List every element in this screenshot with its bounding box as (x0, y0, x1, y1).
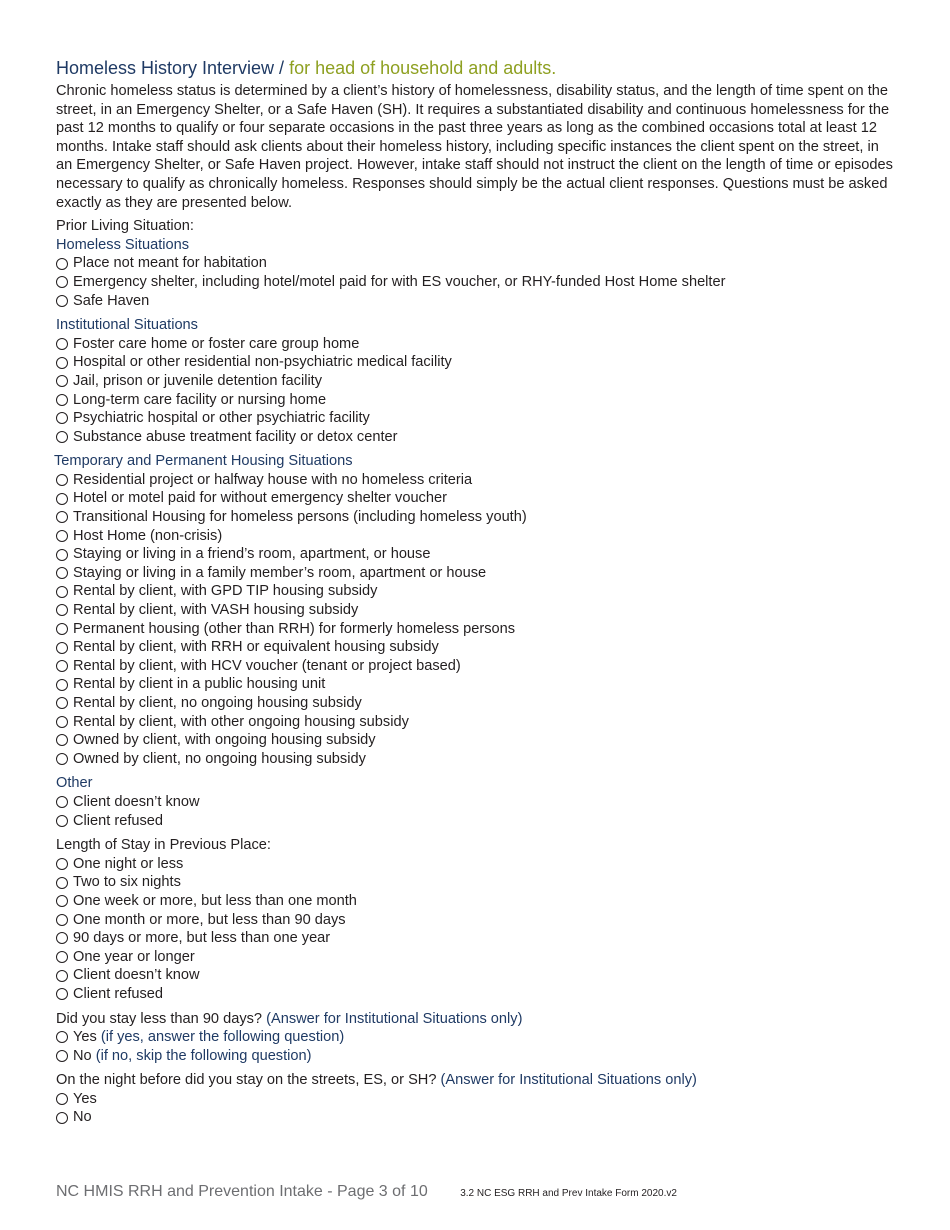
radio-button-icon[interactable] (56, 431, 68, 443)
radio-button-icon[interactable] (56, 357, 68, 369)
radio-button-icon[interactable] (56, 567, 68, 579)
housing-option[interactable] (56, 731, 896, 750)
institutional-situations-group (56, 335, 896, 447)
radio-button-icon[interactable] (56, 258, 68, 270)
housing-option[interactable] (56, 564, 896, 583)
institutional-situations-heading: Institutional Situations (56, 317, 198, 334)
institutional-option-label: Psychiatric hospital or other psychiatric facility (73, 410, 370, 427)
institutional-option[interactable] (56, 335, 896, 354)
housing-option[interactable] (56, 582, 896, 601)
homeless-situations-group (56, 254, 896, 310)
homeless-option[interactable] (56, 254, 896, 273)
housing-situations-group (56, 471, 896, 769)
radio-button-icon[interactable] (56, 951, 68, 963)
form-page (56, 56, 896, 1127)
housing-option[interactable] (56, 620, 896, 639)
qnight-yes-label: Yes (73, 1090, 97, 1107)
length-option[interactable] (56, 985, 896, 1004)
length-option[interactable] (56, 911, 896, 930)
radio-button-icon[interactable] (56, 753, 68, 765)
length-option[interactable] (56, 929, 896, 948)
housing-option-label: Rental by client in a public housing unit (73, 676, 326, 693)
housing-option[interactable] (56, 471, 896, 490)
other-option[interactable] (56, 793, 896, 812)
radio-button-icon[interactable] (56, 394, 68, 406)
page-title (56, 56, 896, 80)
qnight-question-text: On the night before did you stay on the streets, ES, or SH? (56, 1072, 437, 1089)
radio-button-icon[interactable] (56, 604, 68, 616)
other-option[interactable] (56, 812, 896, 831)
housing-option-label: Hotel or motel paid for without emergency shelter voucher (73, 490, 447, 507)
housing-option[interactable] (56, 545, 896, 564)
institutional-option-label: Long-term care facility or nursing home (73, 391, 327, 408)
radio-button-icon[interactable] (56, 586, 68, 598)
radio-button-icon[interactable] (56, 895, 68, 907)
radio-button-icon[interactable] (56, 796, 68, 808)
homeless-option-label: Emergency shelter, including hotel/motel paid for with ES voucher, or RHY-funded Host Home shelter (73, 273, 726, 290)
institutional-option-label: Hospital or other residential non-psychiatric medical facility (73, 354, 452, 371)
length-option[interactable] (56, 966, 896, 985)
length-option-label: Client refused (73, 985, 164, 1002)
housing-option-label: Staying or living in a family member’s room, apartment or house (73, 564, 487, 581)
q90-yes-note: (if yes, answer the following question) (100, 1029, 345, 1046)
housing-option-label: Transitional Housing for homeless persons (including homeless youth) (73, 509, 527, 526)
q90-no-label: No (73, 1047, 92, 1064)
qnight-no-label: No (73, 1109, 92, 1126)
length-option[interactable] (56, 873, 896, 892)
intro-paragraph: Chronic homeless status is determined by a client’s history of homelessness, disability status, and the length of time spent on the street, in an Emergency Shelter, or a Safe Haven (SH). It requires a substantiated disability and continuous homelessness for the past 12 months to qualify or four separate occasions in the past three years as long as the combined occasions total at least 12 months. Intake staff should ask clients about their homeless history, including specific instances the client spent on the street, in an Emergency Shelter, or Safe Haven project. However, intake staff should not instruct the client on the length of time or episodes necessary to qualify as chronically homeless. Responses should simply be the actual client responses. Questions must be asked exactly as they are presented below. (56, 83, 893, 211)
radio-button-icon[interactable] (56, 697, 68, 709)
qnight-no-option[interactable] (56, 1108, 896, 1127)
housing-option-label: Owned by client, no ongoing housing subsidy (73, 750, 366, 767)
radio-button-icon[interactable] (56, 530, 68, 542)
housing-option[interactable] (56, 527, 896, 546)
housing-option-label: Rental by client, with HCV voucher (tenant or project based) (73, 657, 461, 674)
housing-option-label: Rental by client, with other ongoing housing subsidy (73, 713, 409, 730)
housing-option[interactable] (56, 601, 896, 620)
homeless-option[interactable] (56, 292, 896, 311)
housing-option-label: Host Home (non-crisis) (73, 527, 223, 544)
homeless-situations-heading: Homeless Situations (56, 236, 190, 253)
q90-note: (Answer for Institutional Situations only) (266, 1010, 523, 1027)
housing-option-label: Rental by client, no ongoing housing subsidy (73, 695, 362, 711)
radio-button-icon[interactable] (56, 276, 68, 288)
radio-button-icon[interactable] (56, 1050, 68, 1062)
qnight-yes-option[interactable] (56, 1090, 896, 1109)
radio-button-icon[interactable] (56, 474, 68, 486)
institutional-option[interactable] (56, 391, 896, 410)
housing-option[interactable] (56, 750, 896, 769)
institutional-option[interactable] (56, 409, 896, 428)
radio-button-icon[interactable] (56, 734, 68, 746)
radio-button-icon[interactable] (56, 858, 68, 870)
q90-question (56, 1010, 896, 1029)
housing-option-label: Owned by client, with ongoing housing subsidy (73, 732, 376, 749)
qnight-note: (Answer for Institutional Situations only) (440, 1072, 697, 1089)
title-subtitle: for head of household and adults. (289, 58, 557, 78)
radio-button-icon[interactable] (56, 511, 68, 523)
other-heading: Other (56, 775, 93, 792)
radio-button-icon[interactable] (56, 493, 68, 505)
other-group (56, 793, 896, 830)
housing-option-label: Staying or living in a friend’s room, apartment, or house (73, 546, 431, 563)
institutional-option-label: Substance abuse treatment facility or detox center (73, 428, 398, 445)
radio-button-icon[interactable] (56, 412, 68, 424)
homeless-option-label: Safe Haven (73, 292, 150, 309)
homeless-option[interactable] (56, 273, 896, 292)
footer-form-version: 3.2 NC ESG RRH and Prev Intake Form 2020.v2 (460, 1188, 677, 1199)
housing-situations-heading: Temporary and Permanent Housing Situations (54, 453, 353, 470)
length-option-label: One month or more, but less than 90 days (73, 911, 346, 928)
homeless-option-label: Place not meant for habitation (73, 255, 267, 272)
housing-option[interactable] (56, 657, 896, 676)
title-main: Homeless History Interview / (56, 58, 285, 78)
housing-option[interactable] (56, 638, 896, 657)
other-option-label: Client refused (73, 812, 164, 829)
length-option[interactable] (56, 948, 896, 967)
radio-button-icon[interactable] (56, 338, 68, 350)
radio-button-icon[interactable] (56, 716, 68, 728)
housing-option[interactable] (56, 694, 896, 713)
length-option[interactable] (56, 855, 896, 874)
radio-button-icon[interactable] (56, 375, 68, 387)
length-option-label: Client doesn’t know (73, 967, 200, 984)
radio-button-icon[interactable] (56, 970, 68, 982)
radio-button-icon[interactable] (56, 1112, 68, 1124)
housing-option[interactable] (56, 508, 896, 527)
housing-option-label: Permanent housing (other than RRH) for formerly homeless persons (73, 620, 516, 637)
housing-option[interactable] (56, 489, 896, 508)
length-option-label: One year or longer (73, 948, 195, 965)
footer-page-label: NC HMIS RRH and Prevention Intake - Page 3 of 10 (56, 1183, 428, 1200)
radio-button-icon[interactable] (56, 1031, 68, 1043)
institutional-option[interactable] (56, 428, 896, 447)
length-option-label: One night or less (73, 855, 184, 872)
length-of-stay-label: Length of Stay in Previous Place: (56, 837, 271, 854)
q90-yes-label: Yes (73, 1029, 97, 1046)
q90-no-option[interactable] (56, 1047, 896, 1066)
radio-button-icon[interactable] (56, 815, 68, 827)
qnight-question (56, 1071, 896, 1090)
length-of-stay-group (56, 855, 896, 1004)
radio-button-icon[interactable] (56, 932, 68, 944)
radio-button-icon[interactable] (56, 877, 68, 889)
length-option[interactable] (56, 892, 896, 911)
radio-button-icon[interactable] (56, 1093, 68, 1105)
housing-option-label: Rental by client, with GPD TIP housing subsidy (73, 583, 378, 600)
radio-button-icon[interactable] (56, 914, 68, 926)
housing-option[interactable] (56, 675, 896, 694)
radio-button-icon[interactable] (56, 660, 68, 672)
radio-button-icon[interactable] (56, 623, 68, 635)
page-footer (56, 1183, 677, 1201)
institutional-option-label: Foster care home or foster care group home (73, 335, 360, 352)
institutional-option[interactable] (56, 372, 896, 391)
housing-option-label: Rental by client, with VASH housing subsidy (73, 602, 359, 619)
q90-question-text: Did you stay less than 90 days? (56, 1010, 263, 1027)
housing-option[interactable] (56, 713, 896, 732)
radio-button-icon[interactable] (56, 642, 68, 654)
institutional-option[interactable] (56, 353, 896, 372)
length-option-label: Two to six nights (73, 874, 181, 891)
radio-button-icon[interactable] (56, 679, 68, 691)
length-option-label: 90 days or more, but less than one year (73, 930, 331, 947)
length-option-label: One week or more, but less than one month (73, 892, 357, 909)
radio-button-icon[interactable] (56, 988, 68, 1000)
institutional-option-label: Jail, prison or juvenile detention facility (73, 372, 323, 389)
prior-living-label: Prior Living Situation: (56, 218, 194, 235)
q90-yes-option[interactable] (56, 1028, 896, 1047)
q90-no-note: (if no, skip the following question) (95, 1047, 312, 1064)
other-option-label: Client doesn’t know (73, 793, 200, 810)
radio-button-icon[interactable] (56, 295, 68, 307)
housing-option-label: Residential project or halfway house with no homeless criteria (73, 471, 473, 488)
housing-option-label: Rental by client, with RRH or equivalent housing subsidy (73, 639, 439, 656)
radio-button-icon[interactable] (56, 549, 68, 561)
